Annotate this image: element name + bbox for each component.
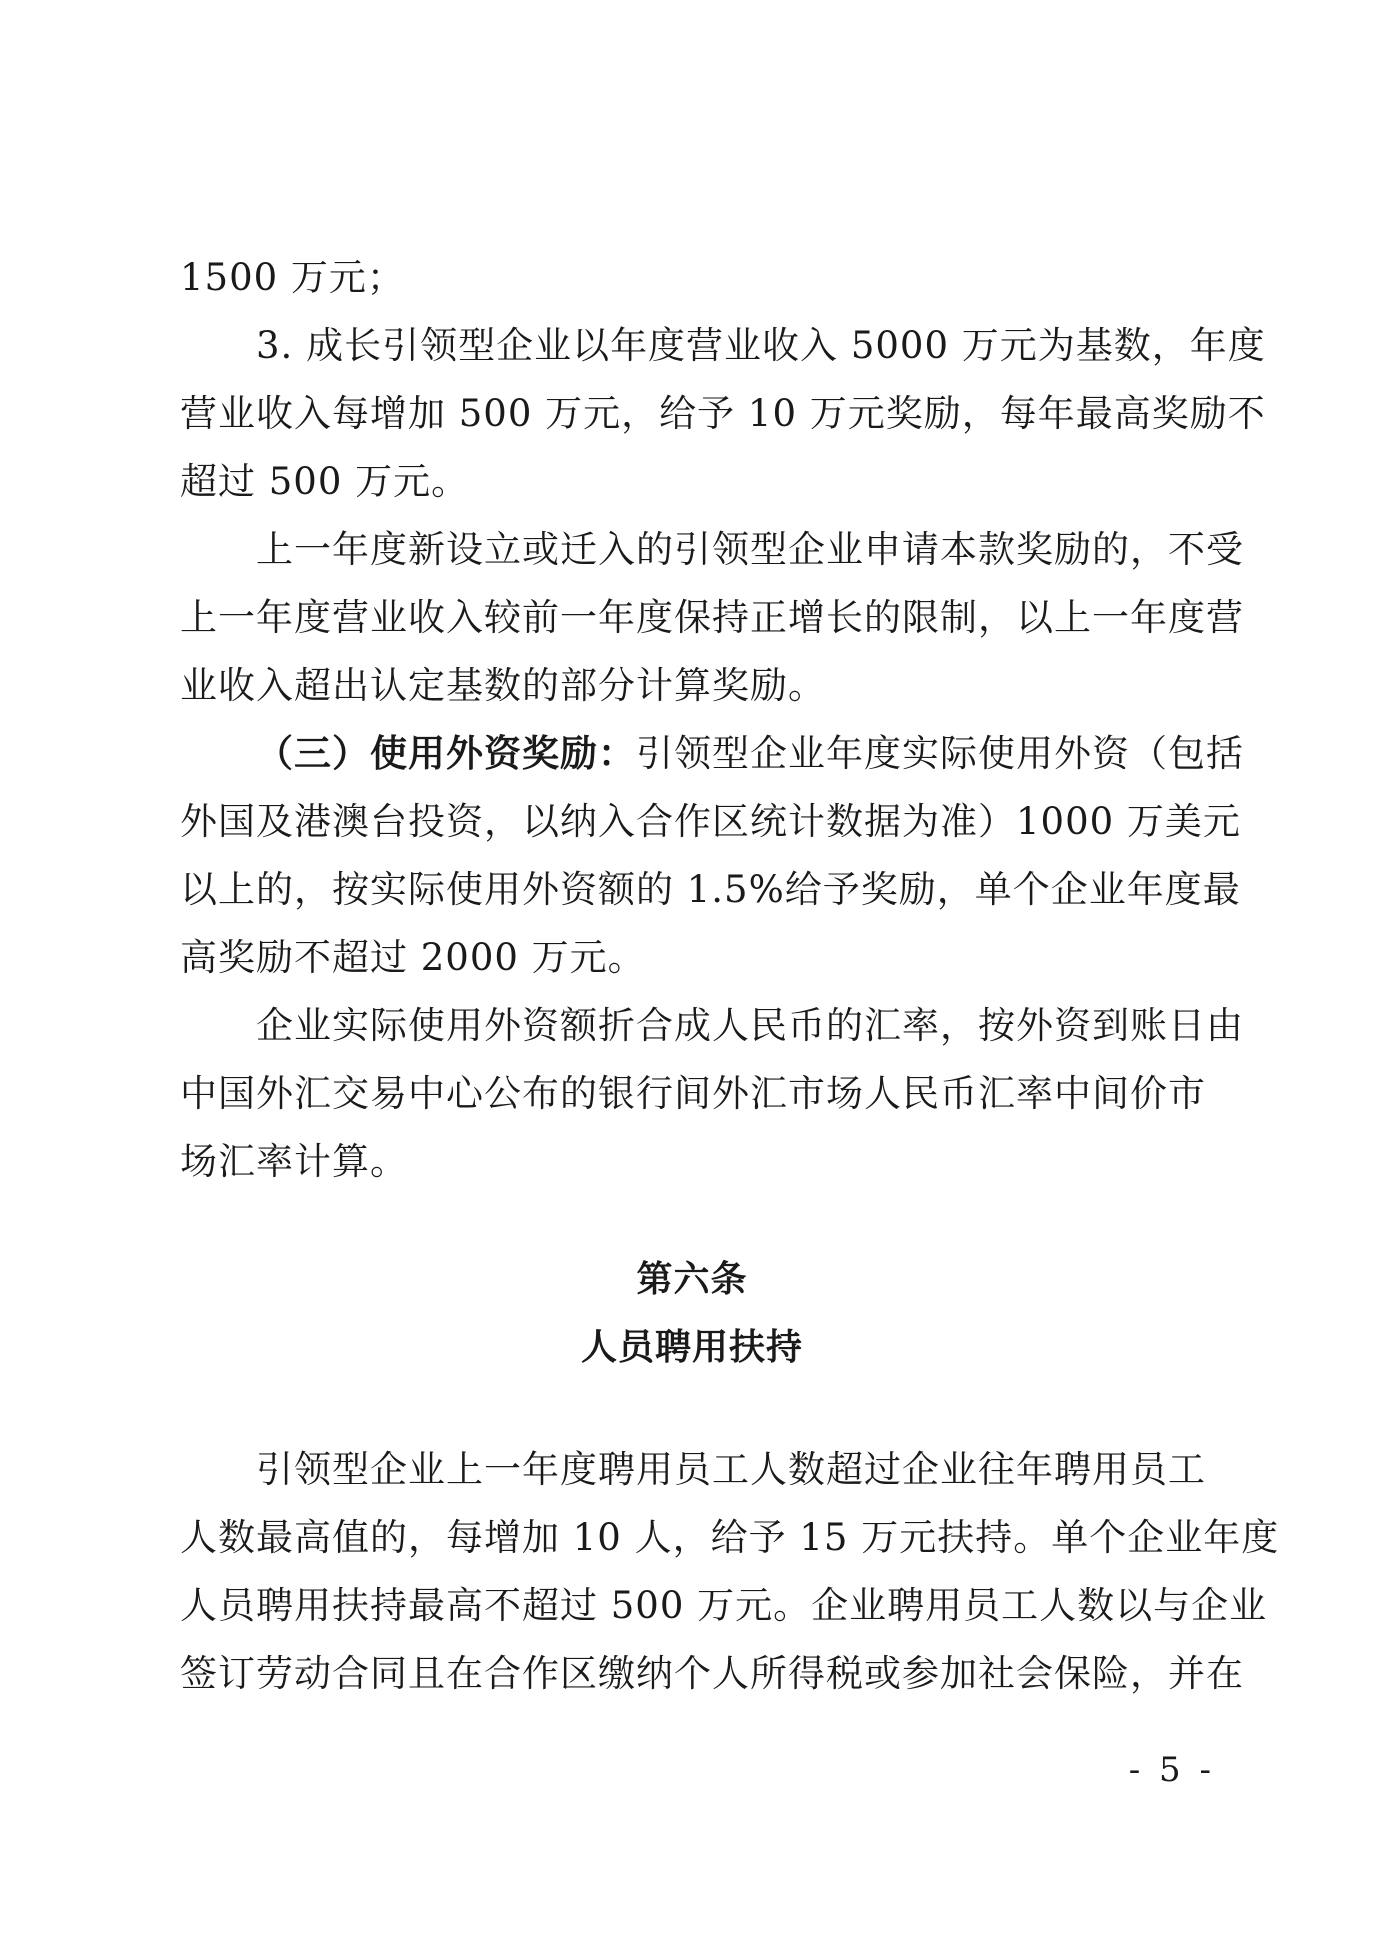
text-line: 签订劳动合同且在合作区缴纳个人所得税或参加社会保险，并在: [180, 1652, 1244, 1695]
text-line: 营业收入每增加 500 万元，给予 10 万元奖励，每年最高奖励不: [180, 392, 1266, 435]
text-line: 上一年度营业收入较前一年度保持正增长的限制，以上一年度营: [180, 596, 1244, 639]
text-line: 引领型企业年度实际使用外资（包括: [636, 732, 1244, 775]
text-line: 高奖励不超过 2000 万元。: [180, 936, 646, 979]
text-line: 场汇率计算。: [180, 1140, 408, 1183]
text-line: 1500 万元；: [180, 256, 405, 299]
article-title: 人员聘用扶持: [580, 1327, 803, 1368]
text-line: 人数最高值的，每增加 10 人，给予 15 万元扶持。单个企业年度: [180, 1516, 1280, 1559]
article-number: 第六条: [636, 1259, 748, 1300]
paragraph-line: [256, 729, 1244, 779]
text-line: 中国外汇交易中心公布的银行间外汇市场人民币汇率中间价市: [180, 1072, 1206, 1115]
text-line: 引领型企业上一年度聘用员工人数超过企业往年聘用员工: [256, 1448, 1206, 1491]
text-line: 人员聘用扶持最高不超过 500 万元。企业聘用员工人数以与企业: [180, 1584, 1268, 1627]
page-number: - 5 -: [1128, 1750, 1215, 1790]
section-label: （三）使用外资奖励：: [256, 732, 636, 775]
text-line: 外国及港澳台投资，以纳入合作区统计数据为准）1000 万美元: [180, 800, 1241, 843]
text-line: 企业实际使用外资额折合成人民币的汇率，按外资到账日由: [256, 1004, 1244, 1047]
text-line: 业收入超出认定基数的部分计算奖励。: [180, 664, 826, 707]
text-line: 上一年度新设立或迁入的引领型企业申请本款奖励的，不受: [256, 528, 1244, 571]
text-line: 以上的，按实际使用外资额的 1.5%给予奖励，单个企业年度最: [180, 868, 1241, 911]
text-line: 超过 500 万元。: [180, 460, 470, 503]
text-line: 3. 成长引领型企业以年度营业收入 5000 万元为基数，年度: [256, 324, 1266, 367]
